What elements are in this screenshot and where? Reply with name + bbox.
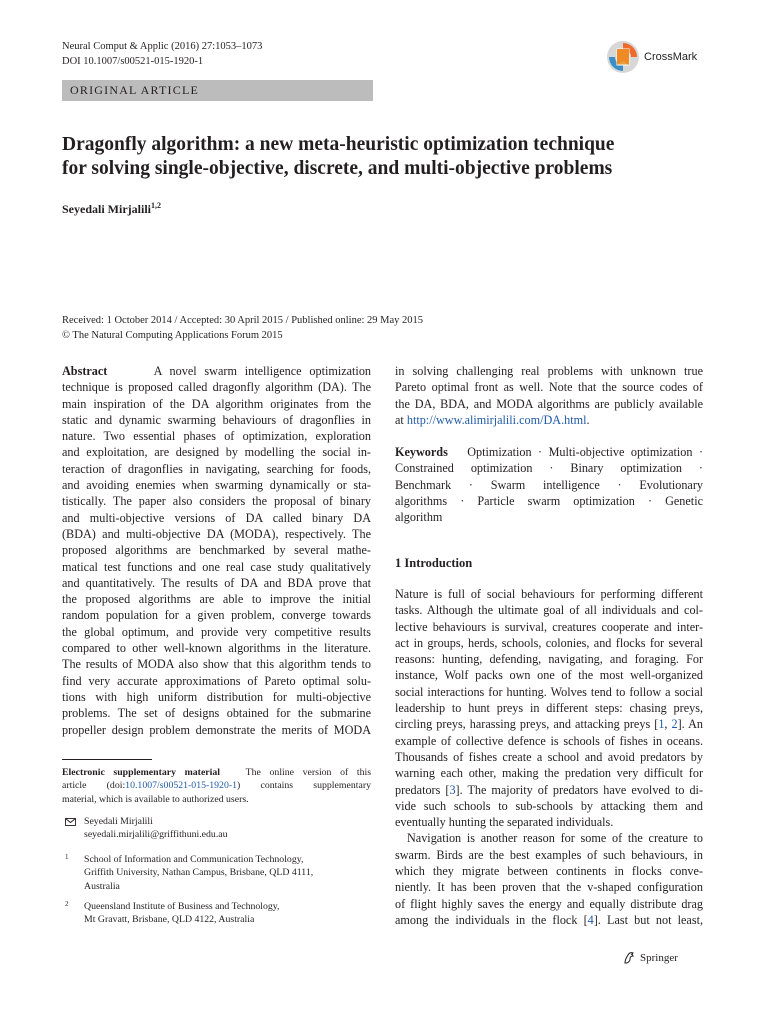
contact-email[interactable]: seyedali.mirjalili@griffithuni.edu.au (84, 829, 228, 841)
abstract-line: random population for a given problem, converge towards (62, 608, 371, 623)
contact-block (62, 815, 228, 842)
abstract-line: and exploitation, are designed by modelling the social in- (62, 445, 371, 460)
intro-line: social interactions for hunting. Wolves tend to follow a social (395, 684, 703, 699)
citation-link[interactable]: 1 (658, 717, 665, 732)
abstract-line: main inspiration of the DA algorithm originates from the (62, 396, 371, 411)
journal-citation: Neural Comput & Applic (2016) 27:1053–1073 (62, 41, 263, 52)
affiliation-line: School of Information and Communication Technology, (84, 854, 304, 865)
abstract-text: A novel swarm intelligence optimization (153, 364, 372, 378)
keywords-label: Keywords (395, 445, 448, 459)
affiliation-line: Mt Gravatt, Brisbane, QLD 4122, Australia (84, 914, 255, 926)
abstract-line: proposed algorithms are benchmarked by several mathe- (62, 543, 371, 558)
supplementary-line (62, 766, 371, 779)
abstract-line: the proposed algorithms are able to improve the initial (62, 592, 371, 607)
publisher-logo (622, 951, 678, 965)
author-affiliation-sup: 1,2 (151, 201, 161, 210)
intro-line: which they migrate between continents in flocks conve- (395, 864, 703, 879)
citation-link[interactable]: 2 (671, 717, 678, 732)
introduction-body (395, 586, 703, 928)
section-heading-introduction: 1 Introduction (395, 556, 473, 570)
article-type-bar (62, 80, 373, 101)
citation-link[interactable]: 4 (587, 912, 594, 927)
supplementary-text: article (doi: (62, 780, 126, 792)
supplementary-text: ) contains supplementary (237, 780, 371, 792)
abstract-line: and multi-objective versions of DA called binary DA (62, 510, 371, 525)
affiliation-number: 1 (65, 853, 69, 861)
copyright-line: © The Natural Computing Applications Forum 2015 (62, 330, 283, 341)
abstract-line: problems. The set of designs obtained for the submarine (62, 706, 371, 721)
abstract-line: compared to other well-known algorithms in the literature. (62, 641, 371, 656)
keywords-line: Constrained optimization · Binary optimization · (395, 461, 703, 476)
publication-dates (62, 313, 423, 343)
title-line: for solving single-objective, discrete, and multi-objective problems (62, 158, 613, 179)
abstract-label: Abstract (62, 364, 108, 378)
intro-line: leadership to hunt preys in different steps: chasing preys, (395, 701, 703, 716)
abstract-line: and avoiding enemies when swarming dynamically or sta- (62, 478, 371, 493)
intro-text: ]. An (677, 717, 703, 732)
publisher-name: Springer (640, 952, 678, 964)
author (62, 201, 161, 217)
affiliation-line: Queensland Institute of Business and Technology, (84, 901, 280, 912)
affiliation-number: 2 (65, 900, 69, 908)
abstract-line: tistically. The paper also considers the proposal of binary (62, 494, 371, 509)
abstract-line: The results of MODA also show that this algorithm tends to (62, 657, 371, 672)
author-name: Seyedali Mirjalili (62, 202, 151, 216)
abstract-first-line (62, 363, 371, 379)
intro-line: example of collective defence is schools of fishes in oceans. (395, 733, 703, 748)
intro-line: eventually hunting the separated individuals. (395, 815, 614, 830)
intro-line (395, 716, 703, 732)
abstract-line: technique is proposed called dragonfly algorithm (DA). The (62, 380, 371, 395)
abstract-text: . (586, 412, 590, 427)
article-type-label: ORIGINAL ARTICLE (70, 83, 200, 97)
abstract-line: propeller design problem demonstrate the merits of MODA (62, 722, 371, 737)
supplementary-label: Electronic supplementary material (62, 767, 220, 778)
abstract-line: the global optimum, and provide very competitive results (62, 624, 371, 639)
crossmark-label: CrossMark (644, 51, 698, 63)
supplementary-text: The online version of this (245, 767, 372, 778)
intro-text: predators [ (395, 782, 450, 797)
abstract-line: Pareto optimal front as well. Note that the source codes of (395, 380, 703, 395)
paper-title (62, 133, 702, 181)
footnote-rule (62, 759, 152, 760)
contact-name: Seyedali Mirjalili (84, 816, 153, 827)
abstract-continued (395, 363, 703, 428)
keywords-line: algorithms · Particle swarm optimization · Genetic (395, 493, 703, 508)
intro-line (395, 912, 703, 928)
keywords-line (395, 444, 703, 460)
keywords-line: algorithm (395, 510, 443, 525)
abstract-line: the DA, BDA, and MODA algorithms are publicly available (395, 396, 703, 411)
envelope-icon (65, 818, 76, 826)
intro-line: vide such schools to sub-schools by attacking them and (395, 798, 703, 813)
intro-text: ]. The majority of predators have evolved to di- (455, 782, 703, 797)
intro-line: of flight highly saves the energy and equally distribute drag (395, 896, 703, 911)
abstract-line: in solving challenging real problems with unknown true (395, 364, 703, 378)
supplementary-doi-link[interactable]: 10.1007/s00521-015-1920-1 (125, 780, 238, 792)
intro-line: Nature is full of social behaviours for performing different (395, 587, 703, 601)
intro-text: circling preys, harassing preys, and attacking preys [ (395, 717, 659, 732)
citation-link[interactable]: 3 (449, 782, 456, 797)
abstract-text: at (395, 412, 407, 427)
intro-line: warning each other, making the predation very difficult for (395, 766, 703, 781)
affiliation-line: Australia (84, 880, 120, 892)
doi-line: DOI 10.1007/s00521-015-1920-1 (62, 56, 204, 67)
intro-line: instance, Wolf packs own one of the most well-organized (395, 668, 703, 683)
dates-line: Received: 1 October 2014 / Accepted: 30 April 2015 / Published online: 29 May 2015 (62, 315, 424, 326)
springer-horse-icon (622, 951, 636, 965)
intro-line (395, 782, 703, 798)
abstract-line: find very accurate approximations of Pareto optimal solu- (62, 673, 371, 688)
abstract-line: nature. Two essential phases of optimization, exploration (62, 429, 371, 444)
abstract-line: static and dynamic swarming behaviours of dragonflies in (62, 412, 371, 427)
abstract-line: and quantitatively. The results of DA and BDA prove that (62, 575, 371, 590)
intro-text: ]. Last but not least, (593, 912, 703, 927)
intro-line: reasons: hunting, defending, navigating, and foraging. For (395, 652, 703, 667)
intro-line: niently. It has been proven that the v-shaped configuration (395, 880, 703, 895)
abstract-line: matical test functions and one real case study qualitatively (62, 559, 371, 574)
intro-line: Navigation is another reason for some of the creature to (407, 831, 703, 846)
supplementary-line: material, which is available to authorized users. (62, 793, 249, 805)
abstract-line: (BDA) and multi-objective DA (MODA), respectively. The (62, 526, 371, 541)
abstract-line: teraction of dragonflies in navigating, searching for foods, (62, 461, 371, 476)
keywords-text: Optimization · Multi-objective optimization · (467, 445, 703, 459)
affiliation-2 (62, 900, 280, 927)
affiliation-line: Griffith University, Nathan Campus, Brisbane, QLD 4111, (84, 867, 314, 879)
intro-line: swarm. Birds are the best examples of such behaviours, in (395, 847, 703, 862)
crossmark-badge[interactable] (606, 40, 710, 74)
intro-text: among the individuals in the flock [ (395, 912, 588, 927)
abstract (62, 363, 371, 738)
crossmark-icon (606, 40, 640, 74)
source-code-link[interactable]: http://www.alimirjalili.com/DA.html (406, 412, 587, 427)
intro-text: , (664, 717, 672, 732)
title-line: Dragonfly algorithm: a new meta-heuristic optimization technique (62, 134, 615, 155)
keywords (395, 444, 703, 525)
affiliation-1 (62, 853, 313, 893)
intro-line: act in groups, herds, schools, colonies, and flocks for several (395, 635, 703, 650)
intro-line: Thousands of fishes create a school and avoid predators by (395, 749, 703, 764)
supplementary-note (62, 766, 371, 806)
intro-line: lective behaviours is survival, creatures cooperate and inter- (395, 619, 703, 634)
abstract-line: tions with high uniform distribution for multi-objective (62, 689, 371, 704)
keywords-line: Benchmark · Swarm intelligence · Evolutionary (395, 477, 703, 492)
abstract-url-line (395, 412, 703, 428)
intro-line: tasks. Although the ultimate goal of all individuals and col- (395, 603, 703, 618)
supplementary-line (62, 779, 371, 792)
